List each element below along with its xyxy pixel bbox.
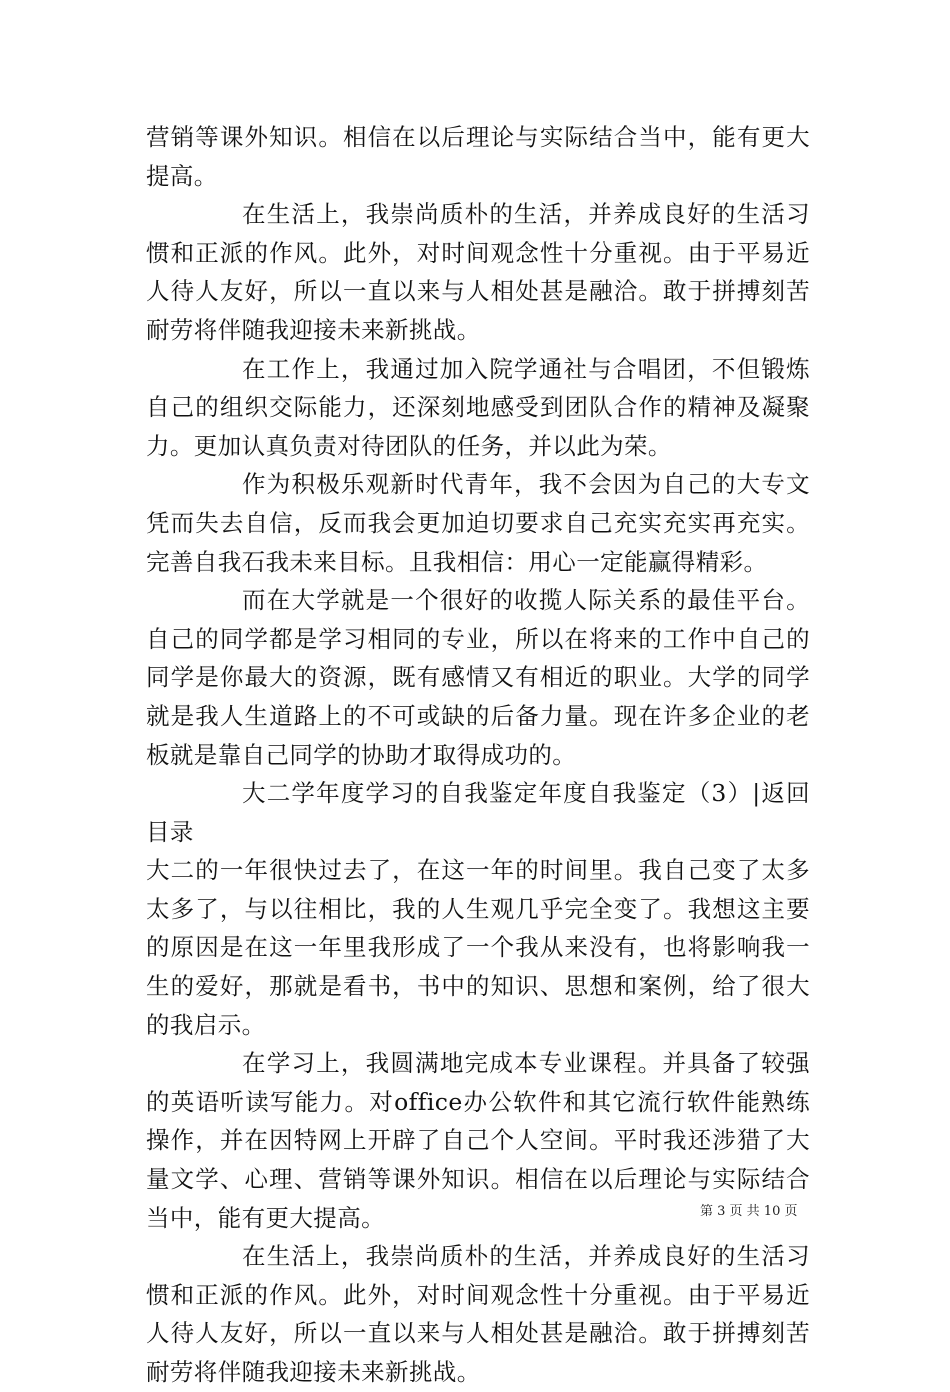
- paragraph: 营销等课外知识。相信在以后理论与实际结合当中，能有更大提高。: [146, 123, 810, 190]
- paragraph: 在学习上，我圆满地完成本专业课程。并具备了较强的英语听读写能力。对office办公软件和其它流行软件能熟练操作，并在因特网上开辟了自己个人空间。平时我还涉猎了大量文学、心理、营销等课外知识。相信在以后理论与实际结合当中，能有更大提高。: [146, 1049, 810, 1232]
- section-heading: 大二学年度学习的自我鉴定年度自我鉴定（3）|返回目录: [146, 779, 810, 846]
- page-number-footer: 第 3 页 共 10 页: [700, 1204, 798, 1219]
- paragraph: 在生活上，我崇尚质朴的生活，并养成良好的生活习惯和正派的作风。此外，对时间观念性十分重视。由于平易近人待人友好，所以一直以来与人相处甚是融洽。敢于拼搏刻苦耐劳将伴随我迎接未来新挑战。: [146, 200, 810, 344]
- paragraph: 作为积极乐观新时代青年，我不会因为自己的大专文凭而失去自信，反而我会更加迫切要求自己充实充实再充实。完善自我石我未来目标。且我相信：用心一定能赢得精彩。: [146, 470, 810, 576]
- paragraph: 而在大学就是一个很好的收揽人际关系的最佳平台。自己的同学都是学习相同的专业，所以在将来的工作中自己的同学是你最大的资源，既有感情又有相近的职业。大学的同学就是我人生道路上的不可或缺的后备力量。现在许多企业的老板就是靠自己同学的协助才取得成功的。: [146, 586, 810, 769]
- paragraph: 大二的一年很快过去了，在这一年的时间里。我自己变了太多太多了，与以往相比，我的人生观几乎完全变了。我想这主要的原因是在这一年里我形成了一个我从来没有，也将影响我一生的爱好，那就是看书，书中的知识、思想和案例，给了很大的我启示。: [146, 856, 810, 1039]
- paragraph: 在工作上，我通过加入院学通社与合唱团，不但锻炼自己的组织交际能力，还深刻地感受到团队合作的精神及凝聚力。更加认真负责对待团队的任务，并以此为荣。: [146, 354, 810, 460]
- document-body: [146, 118, 810, 1392]
- paragraph: 在生活上，我崇尚质朴的生活，并养成良好的生活习惯和正派的作风。此外，对时间观念性十分重视。由于平易近人待人友好，所以一直以来与人相处甚是融洽。敢于拼搏刻苦耐劳将伴随我迎接未来新挑战。: [146, 1242, 810, 1386]
